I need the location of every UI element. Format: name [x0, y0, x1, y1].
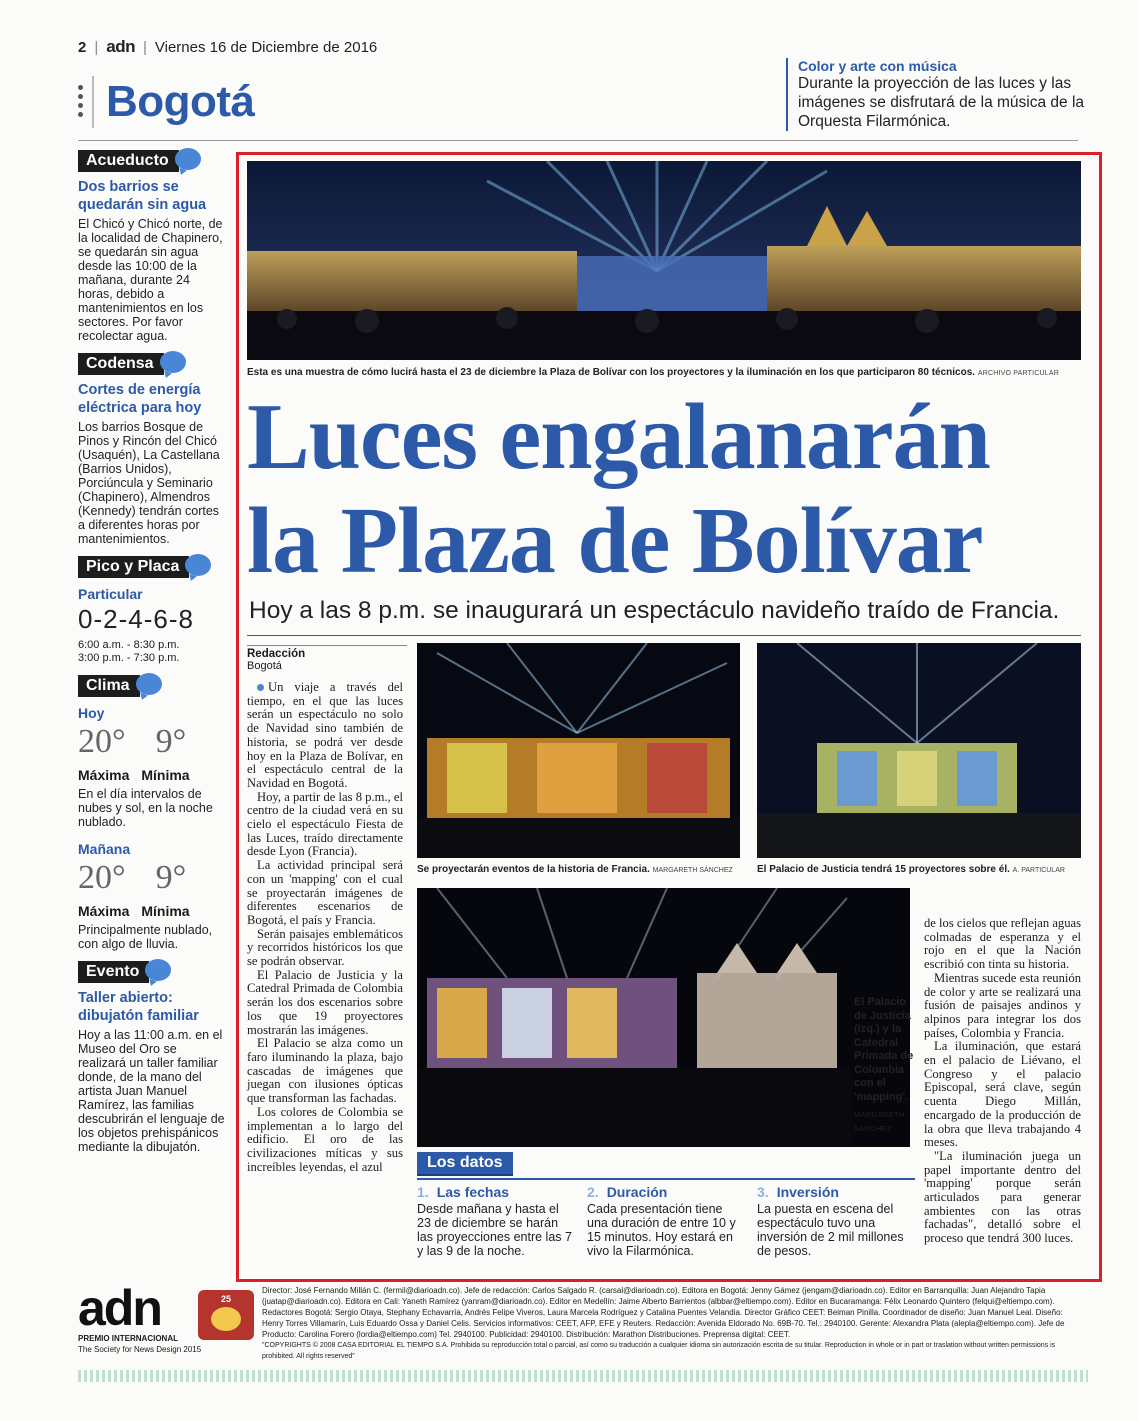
hoy-text: En el día intervalos de nubes y sol, en la noche nublado.: [78, 787, 213, 829]
speech-bubble-icon: [185, 554, 211, 576]
codensa-text: Los barrios Bosque de Pinos y Rincón del Chicó (Usaquén), La Castellana (Barrios Unidos), Porciúncula y Seminario (Chapinero), Almendros (Kennedy) tendrán cortes a diferentes horas por mantenimientos.: [78, 420, 220, 546]
manana-max: 20°: [78, 859, 126, 896]
page-header: 2 | adn | Viernes 16 de Diciembre de 2016: [78, 37, 378, 56]
clima-manana: Mañana: [78, 841, 131, 857]
stamp-portrait-icon: [211, 1307, 241, 1331]
sidebar-acueducto: [78, 150, 228, 343]
bottom-decorative-strip: [78, 1370, 1088, 1382]
datos-divider: [417, 1178, 915, 1180]
award-text: PREMIO INTERNACIONAL: [78, 1334, 178, 1343]
acueducto-label: Acueducto: [86, 152, 169, 169]
byline-author: Redacción: [247, 648, 306, 660]
article-column-3: de los cielos que reflejan aguas colmadas de esperanza y el rojo en el que la Nación escribió con tinta su historia. Mientras sucede esta reunión de color y arte se realizará una fusión de paisajes andinos y alpinos para integrar los dos países, Colombia y Francia. La iluminación, que estará en el palacio de Liévano, el Congreso y el palacio Episcopal, será clave, según cuenta Diego Millán, encargado de la producción de la obra que lleva trabajando 4 meses. "La iluminación juega un papel importante dentro del 'mapping' porque serán articulados para generar ambientes con las otras fachadas", detalló sobre el proceso que tendrá 300 luces.: [924, 916, 1082, 1246]
article-headline: Luces engalanarán la Plaza de Bolívar: [247, 385, 990, 593]
bullet-icon: [257, 684, 264, 691]
hoy-max: 20°: [78, 723, 126, 760]
staff-credits: Director: José Fernando Millán C. (fermil@diarioadn.co). Jefe de redacción: Carlos Salgado R. (carsal@diarioadn.co). Editora en Bogotá: Jenny Gámez (jengam@diarioadn.co). Editor en Barranquilla: Juan Alejandro Tapia (juatap@diarioadn.co). Editora en Cali: Yaneth Ramírez (yanram@diarioadn.co). Editor en Medellín: Jaime Alberto Barrientos (albbar@eltiempo.com). Editor en Bucaramanga: Félix Leonardo Quintero (felqui@eltiempo.com). Redactores Bogotá: Sergio Otaya, Stephany Echavarría, Andrés Felipe Viveros, Laura Marcela Rodríguez y Catalina Puentes Velandia. Director Gráfico CEET: Beiman Pinilla. Coordinador de diseño: Juan Manuel Leal. Diseño: Henry Torres Villamarín, Luis Eduardo Ossa y Daniel Celis. Servicios informativos: CEET, AFP, EFE y Reuters. Redacción: Avenida Eldorado No. 69B-70. Tel.: 2940100. Gerente: Alexandra Plata (alepla@eltiempo.com). Jefe de Producto: Carolina Forero (lordia@eltiempo.com) Tel. 2940100. Publicidad: 2940100. Distribución: Marathon Distribuciones. Preprensa digital: CEET. "COPYRIGHTS © 2008 CASA EDITORIAL EL TIEMPO S.A. Prohibida su reproducción total o parcial, así como su traducción a cualquier idioma sin autorización escrita de su titular. Reproduction in whole or in part or traslation without written permissions is prohibited. All rights reserved": [262, 1285, 1082, 1362]
byline-location: Bogotá: [247, 660, 282, 672]
evento-text: Hoy a las 11:00 a.m. en el Museo del Oro se realizará un taller familiar donde, de la mano del artista Juan Manuel Ramírez, las familias descubrirán el lenguaje de los objetos prehispánicos mediante la dibujatón.: [78, 1028, 225, 1154]
pico-hours-1: 6:00 a.m. - 8:30 p.m.: [78, 639, 180, 651]
photo-palacio-1: [417, 643, 740, 858]
acueducto-text: El Chicó y Chicó norte, de la localidad de Chapinero, se quedarán sin agua desde las 10:00 de la mañana, durante 24 horas, debido a mantenimientos en los sectores. Por favor recolectar agua.: [78, 217, 223, 343]
pico-label: Pico y Placa: [86, 558, 180, 575]
evento-headline: Taller abierto: dibujatón familiar: [78, 990, 199, 1024]
speech-bubble-icon: [160, 351, 186, 373]
sidebar: [78, 150, 228, 1164]
hero-photo: [247, 161, 1081, 360]
hero-credit: ARCHIVO PARTICULAR: [977, 370, 1059, 377]
article-column-1: Un viaje a través del tiempo, en el que las luces serán un espectáculo no solo de Navidad sino también de historia, se podrá ver desde hoy en la Plaza de Bolívar, en el espectáculo central de la Navidad en Bogotá. Hoy, a partir de las 8 p.m., el centro de la ciudad verá en su cielo el espectáculo Fiesta de las Luces, traído directamente desde Lyon (Francia). La actividad principal será con un 'mapping' con el cual se proyectarán imágenes de diferentes escenarios de Bogotá, el país y Francia. Serán paisajes emblemáticos y recorridos históricos los que se podrán observar. El Palacio de Justicia y la Catedral Primada de Colombia serán los dos escenarios sobre los que 19 proyectores mostrarán las imágenes. El Palacio se alza como un faro iluminando la plaza, bajo cascadas de imágenes que juegan con ilusiones ópticas que transforman las fachadas. Los colores de Colombia se implementan a lo largo del edificio. El oro de las civilizaciones míticas y sus increíbles leyendas, el azul: [247, 680, 403, 1174]
dato-item: 2. Duración Cada presentación tiene una duración de entre 10 y 15 minutos. Hoy estará en vivo la Filarmónica.: [587, 1184, 736, 1258]
section-title: Bogotá: [92, 76, 255, 128]
issue-date: Viernes 16 de Diciembre de 2016: [154, 39, 378, 56]
speech-bubble-icon: [136, 673, 162, 695]
brand-logo: adn: [106, 37, 135, 56]
society-text: The Society for News Design 2015: [78, 1345, 202, 1354]
photo-3-caption: El Palacio de Justicia (izq.) y la Catedral Primada de Colombia con el 'mapping'. MARGARETH SÁNCHEZ: [854, 996, 914, 1133]
manana-min: 9°: [155, 859, 187, 896]
promo-body: Durante la proyección de las luces y las imágenes se disfrutará de la música de la Orquesta Filarmónica.: [798, 75, 1085, 130]
dato-item: 1. Las fechas Desde mañana y hasta el 23 de diciembre se harán las proyecciones entre las 7 y las 9 de la noche.: [417, 1184, 572, 1258]
dato-item: 3. Inversión La puesta en escena del espectáculo tuvo una inversión de 2 mil millones de pesos.: [757, 1184, 904, 1258]
codensa-label: Codensa: [86, 355, 154, 372]
article-deck: Hoy a las 8 p.m. se inaugurará un espectáculo navideño traído de Francia.: [249, 597, 1060, 624]
copyright: "COPYRIGHTS © 2008 CASA EDITORIAL EL TIEMPO S.A. Prohibida su reproducción total o parcial, así como su traducción a cualquier idioma sin autorización escrita de su titular. Reproduction in whole or in part or traslation without written permissions is prohibited. All rights reserved": [262, 1342, 1056, 1360]
photo-2-caption: El Palacio de Justicia tendrá 15 proyectores sobre él. A. PARTICULAR: [757, 864, 1065, 875]
hero-caption: Esta es una muestra de cómo lucirá hasta el 23 de diciembre la Plaza de Bolívar con los proyectores y la iluminación en los que participaron 80 técnicos. ARCHIVO PARTICULAR: [247, 367, 1059, 378]
acueducto-headline: Dos barrios se quedarán sin agua: [78, 179, 207, 213]
section-dots-icon: [78, 85, 84, 121]
footer-brand: adn: [78, 1280, 161, 1336]
min-label: Mínima: [141, 903, 190, 919]
min-label: Mínima: [141, 767, 190, 783]
byline: [247, 645, 407, 672]
footer-logo: [78, 1282, 258, 1362]
sidebar-pico-placa: [78, 556, 228, 665]
promo-box: [786, 58, 1086, 131]
clima-hoy: Hoy: [78, 705, 105, 721]
header-divider: [78, 140, 1078, 141]
pico-hours-2: 3:00 p.m. - 7:30 p.m.: [78, 652, 180, 664]
promo-title: Color y arte con música: [798, 58, 957, 74]
codensa-headline: Cortes de energía eléctrica para hoy: [78, 382, 202, 416]
pico-numbers: 0-2-4-6-8: [78, 604, 194, 634]
anniversary-stamp: 25: [198, 1290, 254, 1340]
datos-title: Los datos: [417, 1152, 513, 1176]
hoy-min: 9°: [155, 723, 187, 760]
evento-label: Evento: [86, 963, 140, 980]
photo-palacio-2: [757, 643, 1081, 858]
speech-bubble-icon: [145, 959, 171, 981]
max-label: Máxima: [78, 767, 130, 783]
pico-sub: Particular: [78, 586, 143, 602]
plaza-night-illustration: [247, 161, 1081, 360]
deck-divider: [247, 635, 1081, 636]
speech-bubble-icon: [175, 148, 201, 170]
sidebar-clima: [78, 675, 228, 951]
manana-text: Principalmente nublado, con algo de lluvia.: [78, 923, 213, 951]
sidebar-codensa: [78, 353, 228, 546]
sidebar-evento: [78, 961, 228, 1154]
clima-label: Clima: [86, 677, 130, 694]
page-number: 2: [78, 39, 87, 56]
max-label: Máxima: [78, 903, 130, 919]
photo-plaza-wide: [417, 888, 910, 1147]
photo-1-caption: Se proyectarán eventos de la historia de Francia. MARGARETH SÁNCHEZ: [417, 864, 733, 875]
los-datos-box: [417, 1152, 915, 1260]
